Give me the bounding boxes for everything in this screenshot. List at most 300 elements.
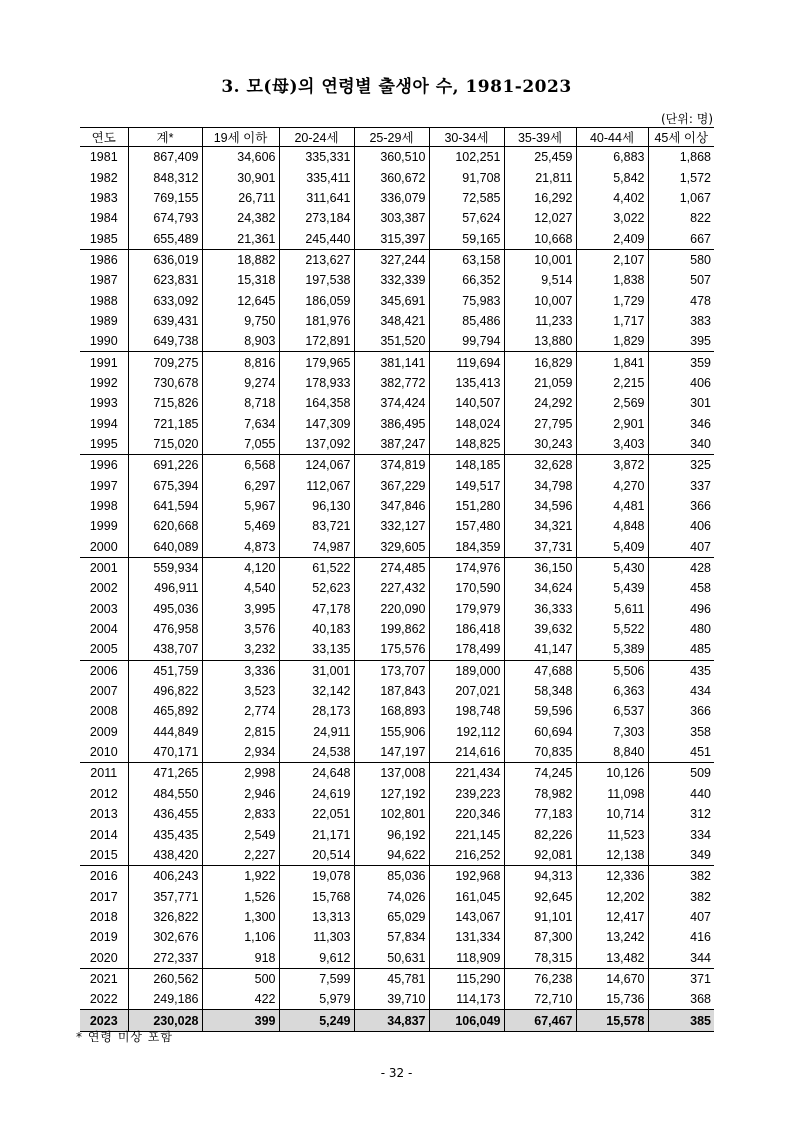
value-cell: 667 xyxy=(648,228,714,249)
value-cell: 34,596 xyxy=(504,496,576,516)
value-cell: 178,499 xyxy=(429,639,504,660)
table-row xyxy=(80,249,714,270)
table-row xyxy=(80,516,714,536)
value-cell: 3,872 xyxy=(576,455,648,476)
value-cell: 633,092 xyxy=(128,290,202,310)
value-cell: 2,774 xyxy=(202,701,279,721)
value-cell: 102,251 xyxy=(429,147,504,168)
value-cell: 221,434 xyxy=(429,763,504,784)
value-cell: 65,029 xyxy=(354,907,429,927)
value-cell: 57,624 xyxy=(429,208,504,228)
value-cell: 12,645 xyxy=(202,290,279,310)
value-cell: 327,244 xyxy=(354,249,429,270)
value-cell: 75,983 xyxy=(429,290,504,310)
value-cell: 399 xyxy=(202,1010,279,1031)
value-cell: 3,576 xyxy=(202,619,279,639)
value-cell: 1,868 xyxy=(648,147,714,168)
value-cell: 422 xyxy=(202,989,279,1010)
value-cell: 406 xyxy=(648,373,714,393)
value-cell: 82,226 xyxy=(504,824,576,844)
value-cell: 5,439 xyxy=(576,578,648,598)
year-cell: 1999 xyxy=(89,519,118,534)
value-cell: 249,186 xyxy=(128,989,202,1010)
value-cell: 148,185 xyxy=(429,455,504,476)
value-cell: 74,245 xyxy=(504,763,576,784)
value-cell: 3,022 xyxy=(576,208,648,228)
value-cell: 382 xyxy=(648,866,714,887)
table-row xyxy=(80,188,714,208)
value-cell: 8,718 xyxy=(202,393,279,413)
value-cell: 470,171 xyxy=(128,742,202,763)
value-cell: 220,346 xyxy=(429,804,504,824)
year-cell: 2000 xyxy=(89,539,118,554)
value-cell: 12,336 xyxy=(576,866,648,887)
value-cell: 769,155 xyxy=(128,188,202,208)
value-cell: 9,514 xyxy=(504,270,576,290)
value-cell: 358 xyxy=(648,722,714,742)
value-cell: 179,979 xyxy=(429,599,504,619)
year-cell: 1990 xyxy=(89,334,118,349)
value-cell: 4,540 xyxy=(202,578,279,598)
value-cell: 60,694 xyxy=(504,722,576,742)
table-row xyxy=(80,270,714,290)
value-cell: 10,007 xyxy=(504,290,576,310)
value-cell: 349 xyxy=(648,845,714,866)
value-cell: 451 xyxy=(648,742,714,763)
year-cell: 2014 xyxy=(89,827,118,842)
table-row xyxy=(80,352,714,373)
value-cell: 14,670 xyxy=(576,968,648,989)
value-cell: 348,421 xyxy=(354,311,429,331)
value-cell: 199,862 xyxy=(354,619,429,639)
value-cell: 13,880 xyxy=(504,331,576,352)
value-cell: 500 xyxy=(202,968,279,989)
value-cell: 367,229 xyxy=(354,476,429,496)
value-cell: 357,771 xyxy=(128,886,202,906)
value-cell: 12,138 xyxy=(576,845,648,866)
value-cell: 5,389 xyxy=(576,639,648,660)
value-cell: 40,183 xyxy=(279,619,354,639)
value-cell: 347,846 xyxy=(354,496,429,516)
value-cell: 496 xyxy=(648,599,714,619)
value-cell: 3,336 xyxy=(202,660,279,681)
value-cell: 91,708 xyxy=(429,167,504,187)
value-cell: 78,982 xyxy=(504,784,576,804)
value-cell: 92,081 xyxy=(504,845,576,866)
year-cell: 1992 xyxy=(89,375,118,390)
value-cell: 220,090 xyxy=(354,599,429,619)
table-row xyxy=(80,147,714,168)
value-cell: 382 xyxy=(648,886,714,906)
table-row xyxy=(80,578,714,598)
value-cell: 9,750 xyxy=(202,311,279,331)
value-cell: 1,067 xyxy=(648,188,714,208)
value-cell: 239,223 xyxy=(429,784,504,804)
value-cell: 187,843 xyxy=(354,681,429,701)
value-cell: 345,691 xyxy=(354,290,429,310)
value-cell: 5,409 xyxy=(576,537,648,558)
value-cell: 24,648 xyxy=(279,763,354,784)
table-row xyxy=(80,413,714,433)
table-row xyxy=(80,290,714,310)
value-cell: 303,387 xyxy=(354,208,429,228)
table-row xyxy=(80,331,714,352)
value-cell: 674,793 xyxy=(128,208,202,228)
value-cell: 189,000 xyxy=(429,660,504,681)
value-cell: 34,798 xyxy=(504,476,576,496)
value-cell: 374,424 xyxy=(354,393,429,413)
value-cell: 10,001 xyxy=(504,249,576,270)
value-cell: 3,523 xyxy=(202,681,279,701)
value-cell: 5,506 xyxy=(576,660,648,681)
value-cell: 5,842 xyxy=(576,167,648,187)
value-cell: 192,968 xyxy=(429,866,504,887)
value-cell: 13,313 xyxy=(279,907,354,927)
value-cell: 11,098 xyxy=(576,784,648,804)
value-cell: 96,192 xyxy=(354,824,429,844)
year-cell: 2020 xyxy=(89,950,118,965)
value-cell: 207,021 xyxy=(429,681,504,701)
table-row xyxy=(80,722,714,742)
value-cell: 16,829 xyxy=(504,352,576,373)
value-cell: 28,173 xyxy=(279,701,354,721)
value-cell: 3,995 xyxy=(202,599,279,619)
value-cell: 559,934 xyxy=(128,557,202,578)
col-header-35-39: 35-39세 xyxy=(504,128,576,147)
value-cell: 198,748 xyxy=(429,701,504,721)
year-cell: 1982 xyxy=(89,170,118,185)
value-cell: 458 xyxy=(648,578,714,598)
year-cell: 2007 xyxy=(89,684,118,699)
value-cell: 2,815 xyxy=(202,722,279,742)
value-cell: 131,334 xyxy=(429,927,504,947)
value-cell: 21,811 xyxy=(504,167,576,187)
value-cell: 715,826 xyxy=(128,393,202,413)
value-cell: 13,482 xyxy=(576,947,648,968)
col-header-30-34: 30-34세 xyxy=(429,128,504,147)
value-cell: 580 xyxy=(648,249,714,270)
value-cell: 2,833 xyxy=(202,804,279,824)
value-cell: 4,402 xyxy=(576,188,648,208)
value-cell: 21,361 xyxy=(202,228,279,249)
year-cell: 2005 xyxy=(89,642,118,657)
value-cell: 721,185 xyxy=(128,413,202,433)
value-cell: 507 xyxy=(648,270,714,290)
unit-label: (단위: 명) xyxy=(661,112,713,126)
year-cell: 1985 xyxy=(89,231,118,246)
year-cell: 2003 xyxy=(89,601,118,616)
table-row xyxy=(80,639,714,660)
table-row xyxy=(80,681,714,701)
value-cell: 197,538 xyxy=(279,270,354,290)
value-cell: 32,628 xyxy=(504,455,576,476)
value-cell: 34,321 xyxy=(504,516,576,536)
value-cell: 186,418 xyxy=(429,619,504,639)
table-row xyxy=(80,947,714,968)
value-cell: 24,538 xyxy=(279,742,354,763)
value-cell: 407 xyxy=(648,537,714,558)
value-cell: 360,672 xyxy=(354,167,429,187)
value-cell: 451,759 xyxy=(128,660,202,681)
year-cell: 2018 xyxy=(89,909,118,924)
table-row xyxy=(80,989,714,1010)
value-cell: 10,126 xyxy=(576,763,648,784)
value-cell: 22,051 xyxy=(279,804,354,824)
value-cell: 74,026 xyxy=(354,886,429,906)
value-cell: 47,178 xyxy=(279,599,354,619)
value-cell: 867,409 xyxy=(128,147,202,168)
value-cell: 94,313 xyxy=(504,866,576,887)
value-cell: 34,624 xyxy=(504,578,576,598)
value-cell: 7,634 xyxy=(202,413,279,433)
value-cell: 11,233 xyxy=(504,311,576,331)
table-row xyxy=(80,660,714,681)
value-cell: 332,127 xyxy=(354,516,429,536)
year-cell: 1988 xyxy=(89,293,118,308)
table-row xyxy=(80,927,714,947)
value-cell: 435,435 xyxy=(128,824,202,844)
value-cell: 124,067 xyxy=(279,455,354,476)
value-cell: 168,893 xyxy=(354,701,429,721)
year-cell: 1997 xyxy=(89,478,118,493)
footnote: * 연령 미상 포함 xyxy=(76,1030,173,1044)
value-cell: 655,489 xyxy=(128,228,202,249)
table-row xyxy=(80,824,714,844)
value-cell: 387,247 xyxy=(354,434,429,455)
value-cell: 7,303 xyxy=(576,722,648,742)
value-cell: 434 xyxy=(648,681,714,701)
value-cell: 496,911 xyxy=(128,578,202,598)
value-cell: 1,300 xyxy=(202,907,279,927)
value-cell: 115,290 xyxy=(429,968,504,989)
value-cell: 315,397 xyxy=(354,228,429,249)
value-cell: 465,892 xyxy=(128,701,202,721)
value-cell: 8,903 xyxy=(202,331,279,352)
value-cell: 1,922 xyxy=(202,866,279,887)
value-cell: 4,873 xyxy=(202,537,279,558)
value-cell: 440 xyxy=(648,784,714,804)
value-cell: 730,678 xyxy=(128,373,202,393)
value-cell: 10,668 xyxy=(504,228,576,249)
value-cell: 675,394 xyxy=(128,476,202,496)
value-cell: 170,590 xyxy=(429,578,504,598)
value-cell: 640,089 xyxy=(128,537,202,558)
year-cell: 2010 xyxy=(89,745,118,760)
value-cell: 438,707 xyxy=(128,639,202,660)
value-cell: 435 xyxy=(648,660,714,681)
year-cell: 2004 xyxy=(89,622,118,637)
value-cell: 151,280 xyxy=(429,496,504,516)
value-cell: 161,045 xyxy=(429,886,504,906)
value-cell: 2,215 xyxy=(576,373,648,393)
value-cell: 34,606 xyxy=(202,147,279,168)
value-cell: 2,107 xyxy=(576,249,648,270)
table-row xyxy=(80,742,714,763)
table-row xyxy=(80,373,714,393)
year-cell: 1994 xyxy=(89,416,118,431)
value-cell: 5,979 xyxy=(279,989,354,1010)
table-row xyxy=(80,866,714,887)
value-cell: 11,303 xyxy=(279,927,354,947)
value-cell: 173,707 xyxy=(354,660,429,681)
value-cell: 13,242 xyxy=(576,927,648,947)
value-cell: 30,243 xyxy=(504,434,576,455)
value-cell: 24,619 xyxy=(279,784,354,804)
value-cell: 476,958 xyxy=(128,619,202,639)
value-cell: 47,688 xyxy=(504,660,576,681)
value-cell: 85,486 xyxy=(429,311,504,331)
value-cell: 63,158 xyxy=(429,249,504,270)
value-cell: 216,252 xyxy=(429,845,504,866)
value-cell: 21,171 xyxy=(279,824,354,844)
value-cell: 57,834 xyxy=(354,927,429,947)
value-cell: 21,059 xyxy=(504,373,576,393)
value-cell: 96,130 xyxy=(279,496,354,516)
value-cell: 274,485 xyxy=(354,557,429,578)
value-cell: 18,882 xyxy=(202,249,279,270)
value-cell: 371 xyxy=(648,968,714,989)
value-cell: 119,694 xyxy=(429,352,504,373)
value-cell: 351,520 xyxy=(354,331,429,352)
value-cell: 24,292 xyxy=(504,393,576,413)
value-cell: 15,768 xyxy=(279,886,354,906)
value-cell: 385 xyxy=(648,1010,714,1031)
value-cell: 691,226 xyxy=(128,455,202,476)
table-header-row xyxy=(80,128,714,147)
year-cell: 1989 xyxy=(89,313,118,328)
value-cell: 9,274 xyxy=(202,373,279,393)
value-cell: 480 xyxy=(648,619,714,639)
births-by-age-table xyxy=(80,127,714,1032)
value-cell: 12,027 xyxy=(504,208,576,228)
value-cell: 848,312 xyxy=(128,167,202,187)
value-cell: 147,309 xyxy=(279,413,354,433)
value-cell: 495,036 xyxy=(128,599,202,619)
table-row xyxy=(80,537,714,558)
value-cell: 76,238 xyxy=(504,968,576,989)
year-cell: 2022 xyxy=(89,992,118,1007)
col-header-year: 연도 xyxy=(80,128,128,147)
value-cell: 325 xyxy=(648,455,714,476)
value-cell: 41,147 xyxy=(504,639,576,660)
year-cell: 2021 xyxy=(80,968,128,989)
table-row xyxy=(80,167,714,187)
value-cell: 5,249 xyxy=(279,1010,354,1031)
value-cell: 406,243 xyxy=(128,866,202,887)
value-cell: 5,522 xyxy=(576,619,648,639)
value-cell: 9,612 xyxy=(279,947,354,968)
value-cell: 106,049 xyxy=(429,1010,504,1031)
value-cell: 85,036 xyxy=(354,866,429,887)
year-cell: 2019 xyxy=(89,930,118,945)
value-cell: 148,024 xyxy=(429,413,504,433)
value-cell: 623,831 xyxy=(128,270,202,290)
value-cell: 715,020 xyxy=(128,434,202,455)
value-cell: 118,909 xyxy=(429,947,504,968)
value-cell: 4,848 xyxy=(576,516,648,536)
value-cell: 311,641 xyxy=(279,188,354,208)
value-cell: 59,165 xyxy=(429,228,504,249)
value-cell: 72,585 xyxy=(429,188,504,208)
value-cell: 340 xyxy=(648,434,714,455)
value-cell: 273,184 xyxy=(279,208,354,228)
value-cell: 15,318 xyxy=(202,270,279,290)
value-cell: 245,440 xyxy=(279,228,354,249)
value-cell: 5,430 xyxy=(576,557,648,578)
value-cell: 8,840 xyxy=(576,742,648,763)
value-cell: 52,623 xyxy=(279,578,354,598)
value-cell: 636,019 xyxy=(128,249,202,270)
value-cell: 230,028 xyxy=(128,1010,202,1031)
value-cell: 32,142 xyxy=(279,681,354,701)
table-row xyxy=(80,701,714,721)
value-cell: 326,822 xyxy=(128,907,202,927)
value-cell: 1,572 xyxy=(648,167,714,187)
value-cell: 7,055 xyxy=(202,434,279,455)
value-cell: 155,906 xyxy=(354,722,429,742)
value-cell: 11,523 xyxy=(576,824,648,844)
value-cell: 24,911 xyxy=(279,722,354,742)
value-cell: 336,079 xyxy=(354,188,429,208)
year-cell: 1983 xyxy=(89,190,118,205)
year-cell: 2023 xyxy=(80,1010,128,1031)
year-cell: 1987 xyxy=(89,273,118,288)
table-row xyxy=(80,599,714,619)
value-cell: 344 xyxy=(648,947,714,968)
value-cell: 92,645 xyxy=(504,886,576,906)
value-cell: 37,731 xyxy=(504,537,576,558)
value-cell: 335,411 xyxy=(279,167,354,187)
year-cell: 2016 xyxy=(80,866,128,887)
table-row xyxy=(80,557,714,578)
value-cell: 172,891 xyxy=(279,331,354,352)
value-cell: 147,197 xyxy=(354,742,429,763)
value-cell: 366 xyxy=(648,701,714,721)
year-cell: 2006 xyxy=(80,660,128,681)
value-cell: 127,192 xyxy=(354,784,429,804)
table-row xyxy=(80,1010,714,1031)
value-cell: 272,337 xyxy=(128,947,202,968)
value-cell: 386,495 xyxy=(354,413,429,433)
value-cell: 332,339 xyxy=(354,270,429,290)
value-cell: 164,358 xyxy=(279,393,354,413)
value-cell: 33,135 xyxy=(279,639,354,660)
year-cell: 2011 xyxy=(80,763,128,784)
value-cell: 24,382 xyxy=(202,208,279,228)
value-cell: 184,359 xyxy=(429,537,504,558)
value-cell: 137,008 xyxy=(354,763,429,784)
value-cell: 2,569 xyxy=(576,393,648,413)
value-cell: 4,120 xyxy=(202,557,279,578)
value-cell: 15,736 xyxy=(576,989,648,1010)
year-cell: 2012 xyxy=(89,786,118,801)
value-cell: 436,455 xyxy=(128,804,202,824)
value-cell: 2,549 xyxy=(202,824,279,844)
value-cell: 36,150 xyxy=(504,557,576,578)
year-cell: 1998 xyxy=(89,499,118,514)
page-title: 3. 모(母)의 연령별 출생아 수, 1981-2023 xyxy=(221,77,572,97)
value-cell: 471,265 xyxy=(128,763,202,784)
value-cell: 143,067 xyxy=(429,907,504,927)
value-cell: 102,801 xyxy=(354,804,429,824)
value-cell: 496,822 xyxy=(128,681,202,701)
value-cell: 444,849 xyxy=(128,722,202,742)
value-cell: 77,183 xyxy=(504,804,576,824)
value-cell: 74,987 xyxy=(279,537,354,558)
year-cell: 2008 xyxy=(89,704,118,719)
value-cell: 4,270 xyxy=(576,476,648,496)
value-cell: 31,001 xyxy=(279,660,354,681)
